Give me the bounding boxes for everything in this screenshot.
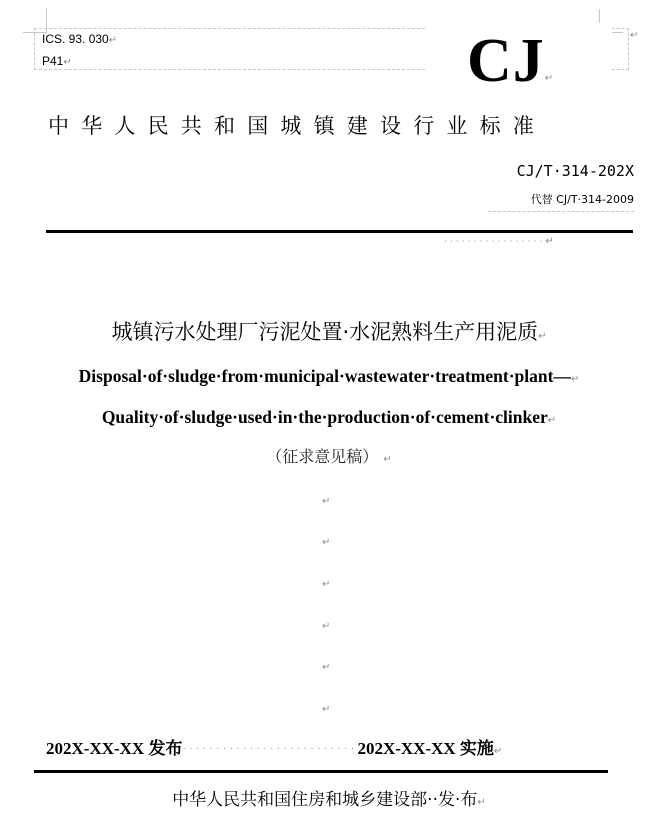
paragraph-mark: ↵ (570, 374, 580, 385)
title-english-line1 (0, 364, 658, 392)
ics-code: ICS. 93. 030 (42, 32, 109, 46)
empty-paragraph-mark: ↵ (322, 579, 331, 590)
title-chinese (0, 316, 658, 353)
paragraph-mark: ↵ (493, 746, 503, 757)
bottom-rule (34, 770, 608, 773)
classification-codes (42, 29, 117, 73)
standard-number: CJ/T·314-202X (516, 162, 634, 180)
category-code: P41 (42, 54, 64, 68)
draft-status-text: （征求意见稿） (266, 447, 379, 466)
cj-logo-text: CJ (467, 27, 545, 95)
paragraph-mark: ↵ (63, 57, 72, 68)
crop-mark-top-right-v (599, 9, 600, 23)
issuer (0, 788, 658, 815)
dates-row (46, 737, 606, 764)
title-english-line1-text: Disposal·of·sludge·from·municipal·wastewater·treatment·plant— (78, 366, 571, 386)
title-english-line2-text: Quality·of·sludge·used·in·the·production·of·cement·clinker (101, 407, 548, 427)
issue-date: 202X-XX-XX 发布 (46, 739, 183, 758)
empty-paragraph-mark: ↵ (322, 621, 331, 632)
cj-logo (467, 27, 555, 110)
header-text-frame-right (612, 28, 629, 70)
empty-paragraph-mark: ↵ (322, 704, 331, 715)
replaces-underline (488, 211, 634, 212)
industry-standard-title: 中华人民共和国城镇建设行业标准 (48, 114, 546, 138)
paragraph-mark: ↵ (547, 415, 557, 426)
implementation-date: 202X-XX-XX 实施 (357, 739, 494, 758)
dot-leader: ·························· (182, 744, 358, 756)
draft-status (0, 445, 658, 472)
paragraph-mark: ↵ (544, 73, 555, 84)
dot-leader: ················· (444, 237, 546, 247)
title-english-line2 (0, 405, 658, 433)
paragraph-mark: ↵ (630, 30, 639, 41)
crop-mark-top-right-h (612, 32, 623, 33)
title-chinese-text: 城镇污水处理厂污泥处置·水泥熟料生产用泥质 (111, 320, 539, 344)
issuer-text: 中华人民共和国住房和城乡建设部··发·布 (172, 790, 478, 810)
paragraph-mark: ↵ (545, 236, 557, 247)
empty-paragraph-mark: ↵ (322, 496, 331, 507)
empty-paragraph-mark: ↵ (322, 537, 331, 548)
paragraph-mark: ↵ (477, 797, 486, 808)
paragraph-mark: ↵ (538, 331, 547, 342)
top-rule (46, 230, 633, 233)
paragraph-mark: ↵ (383, 454, 392, 465)
paragraph-mark: ↵ (108, 35, 118, 46)
replaces-standard: 代替 CJ/T·314-2009 (530, 193, 634, 206)
dot-leader-row (444, 236, 557, 247)
empty-paragraph-mark: ↵ (322, 662, 331, 673)
